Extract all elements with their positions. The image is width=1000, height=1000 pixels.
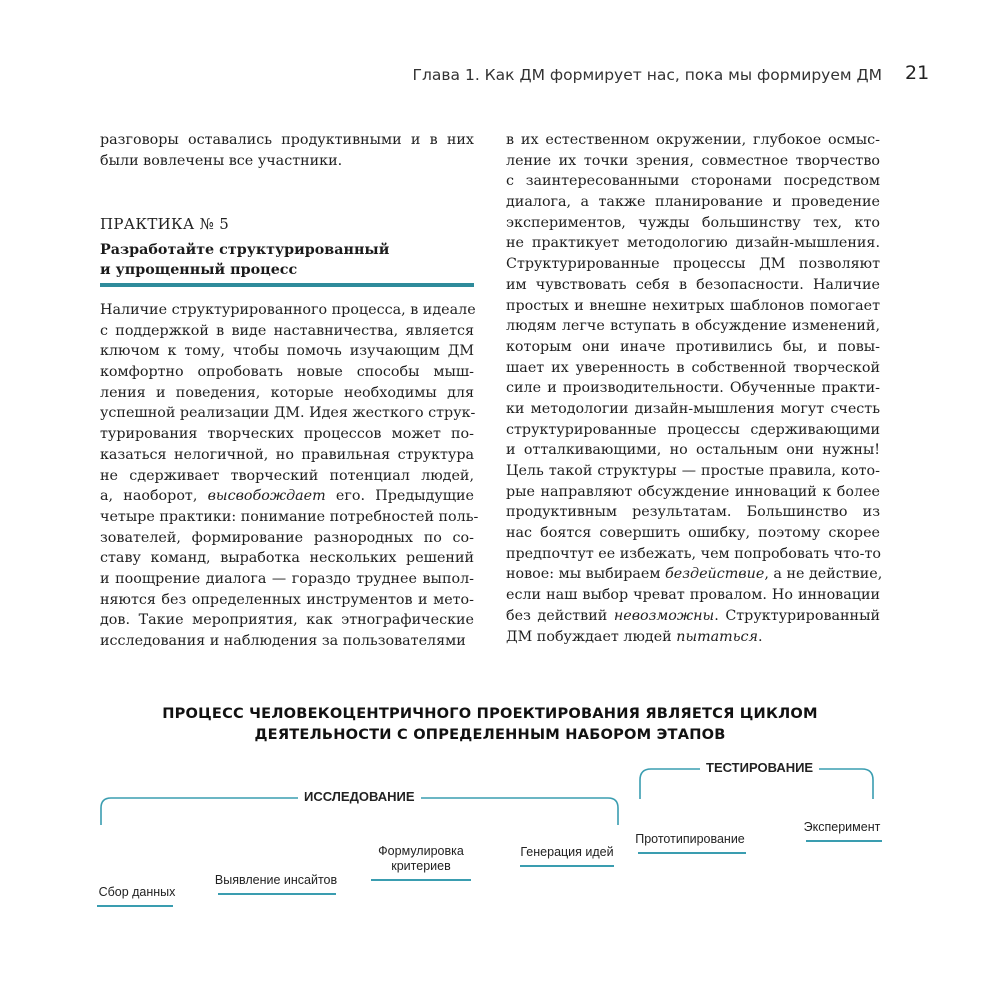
- text-line: исследования и наблюдения за пользователями: [100, 633, 466, 649]
- text-line: им чувствовать себя в безопасности. Наличие: [506, 276, 880, 293]
- diagram-title-line: ПРОЦЕСС ЧЕЛОВЕКОЦЕНТРИЧНОГО ПРОЕКТИРОВАНИЯ ЯВЛЯЕТСЯ ЦИКЛОМ: [162, 705, 818, 722]
- text-line: новое: мы выбираем бездействие, а не действие,: [506, 566, 883, 583]
- text-line: были вовлечены все участники.: [100, 152, 343, 169]
- emphasis: пытаться: [676, 628, 758, 645]
- text-line: а, наоборот, высвобождает его. Предыдущие: [100, 488, 475, 505]
- text-line: с поддержкой в виде наставничества, является: [100, 322, 474, 339]
- diagram-title-line: ДЕЯТЕЛЬНОСТИ С ОПРЕДЕЛЕННЫМ НАБОРОМ ЭТАПОВ: [254, 726, 726, 743]
- text-line: простых и внешне нехитрых шаблонов помогает: [506, 297, 880, 314]
- text-line: силе и производительности. Обученные практи-: [506, 380, 880, 397]
- stage-data-collection: Сбор данных: [98, 885, 176, 899]
- stage-criteria: Формулировка критериев: [378, 844, 464, 873]
- text-line: с заинтересованными сторонами посредством: [506, 173, 880, 190]
- stage-experiment: Эксперимент: [803, 820, 881, 834]
- text-line: Цель такой структуры — простые правила, кото-: [506, 463, 880, 479]
- text-line: успешной реализации ДМ. Идея жесткого струк-: [100, 405, 476, 422]
- text-line: зователей, формирование разнородных по со-: [100, 529, 474, 546]
- stage-underline: [218, 893, 336, 895]
- emphasis: невозможны: [613, 607, 715, 624]
- running-header: Глава 1. Как ДМ формирует нас, пока мы формируем ДМ: [412, 66, 882, 84]
- text-line: нас боятся совершить ошибку, поэтому скорее: [506, 525, 880, 542]
- text-line: ки методологии дизайн-мышления могут счесть: [506, 400, 880, 417]
- text-line: не сдерживает творческий потенциал людей,: [100, 467, 474, 484]
- practice-title-line: и упрощенный процесс: [100, 262, 298, 278]
- text-line: четыре практики: понимание потребностей поль-: [100, 508, 479, 525]
- stage-underline: [806, 840, 882, 842]
- text-line: диалога, а также планирование и проведение: [506, 194, 880, 211]
- text-line: структурированные процессы сдерживающими: [506, 421, 880, 438]
- stage-ideas: Генерация идей: [520, 845, 614, 859]
- stage-underline: [520, 865, 614, 867]
- text-line: ление их точки зрения, совместное творчество: [506, 152, 880, 169]
- text-line: Структурированные процессы ДМ позволяют: [506, 256, 880, 273]
- text-line: ления и поведения, которые необходимы для: [100, 384, 474, 401]
- text-line: продуктивным результатам. Большинство из: [506, 504, 880, 521]
- phase-research-label: ИССЛЕДОВАНИЕ: [298, 789, 421, 804]
- text-line: няются без определенных инструментов и мето-: [100, 591, 474, 608]
- text-line: если наш выбор чреват провалом. Но инновации: [506, 587, 880, 604]
- text-line: турирования творческих процессов может по-: [100, 426, 474, 443]
- stage-underline: [638, 852, 746, 854]
- text-line: экспериментов, чужды большинству тех, кто: [506, 214, 880, 231]
- text-line: в их естественном окружении, глубокое осмыс-: [506, 132, 880, 148]
- text-line: ключом к тому, чтобы помочь изучающим ДМ: [100, 343, 474, 360]
- text-line: комфортно опробовать новые способы мыш-: [100, 364, 474, 381]
- stage-underline: [371, 879, 471, 881]
- text-line: рые направляют обсуждение инноваций к более: [506, 483, 880, 500]
- text-line: без действий невозможны. Структурированный: [506, 607, 880, 624]
- text-line: Наличие структурированного процесса, в идеале: [100, 302, 476, 318]
- stage-underline: [97, 905, 173, 907]
- text-line: предпочтут ее избежать, чем попробовать что-то: [506, 545, 881, 562]
- text-line: дов. Такие мероприятия, как этнографические: [100, 612, 474, 629]
- text-line: ставу команд, выработка нескольких решений: [100, 550, 474, 567]
- text-line: и отталкивающими, но остальным они нужны!: [506, 442, 880, 459]
- stage-insights: Выявление инсайтов: [214, 873, 338, 887]
- text-line: ДМ побуждает людей пытаться.: [506, 628, 763, 645]
- text-line: которым они иначе противились бы, и повы-: [506, 338, 880, 355]
- emphasis: высвобождает: [207, 488, 326, 505]
- text-line: и поощрение диалога — гораздо труднее выпол-: [100, 570, 474, 587]
- text-line: казаться нелогичной, но правильная структура: [100, 446, 474, 463]
- practice-label: ПРАКТИКА № 5: [100, 215, 230, 233]
- text-line: людям легче вступать в обсуждение изменений,: [506, 318, 880, 335]
- page-number: 21: [905, 62, 930, 84]
- text-line: не практикует методологию дизайн-мышления.: [506, 235, 880, 252]
- emphasis: бездействие: [665, 566, 765, 583]
- stage-prototyping: Прототипирование: [635, 832, 745, 846]
- text-line: разговоры оставались продуктивными и в них: [100, 132, 474, 148]
- text-line: шает их уверенность в собственной творческой: [506, 359, 880, 376]
- practice-title-line: Разработайте структурированный: [100, 242, 390, 258]
- phase-testing-label: ТЕСТИРОВАНИЕ: [700, 760, 819, 775]
